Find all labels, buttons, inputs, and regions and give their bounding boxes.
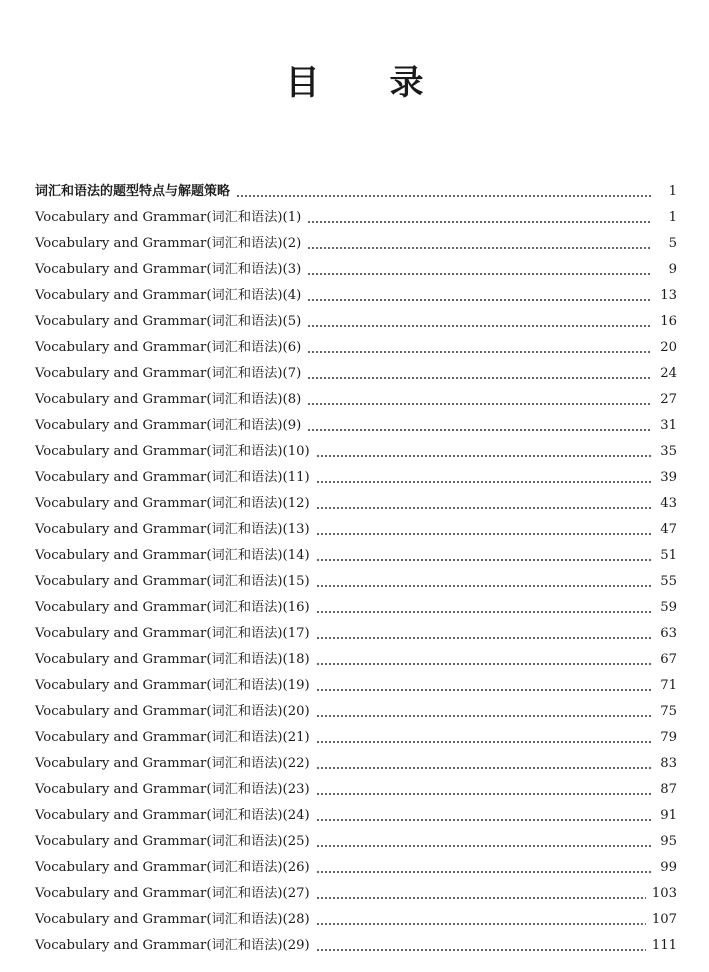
toc-section-heading[interactable]	[35, 175, 677, 201]
dot-leader	[307, 247, 651, 249]
toc-entry-page-number: 103	[651, 886, 677, 901]
toc-entry[interactable]	[35, 669, 677, 695]
toc-entry-page-number: 75	[660, 704, 677, 719]
toc-entry-label: Vocabulary and Grammar(词汇和语法)(28)	[35, 912, 310, 927]
toc-entry[interactable]	[35, 487, 677, 513]
dot-leader	[307, 429, 651, 431]
toc-entry-label: Vocabulary and Grammar(词汇和语法)(3)	[35, 262, 302, 277]
toc-entry[interactable]	[35, 539, 677, 565]
dot-leader	[316, 611, 651, 613]
toc-entry[interactable]	[35, 617, 677, 643]
toc-entry[interactable]	[35, 929, 677, 955]
toc-entry-page-number: 1	[668, 184, 677, 199]
toc-entry-label: Vocabulary and Grammar(词汇和语法)(26)	[35, 860, 310, 875]
toc-entry-label: Vocabulary and Grammar(词汇和语法)(19)	[35, 678, 310, 693]
dot-leader	[316, 819, 651, 821]
toc-entry-label: 词汇和语法的题型特点与解题策略	[35, 184, 231, 199]
dot-leader	[307, 351, 651, 353]
toc-entry-label: Vocabulary and Grammar(词汇和语法)(18)	[35, 652, 310, 667]
dot-leader	[316, 897, 646, 899]
toc-entry-page-number: 67	[660, 652, 677, 667]
toc-entry[interactable]	[35, 695, 677, 721]
toc-entry-label: Vocabulary and Grammar(词汇和语法)(17)	[35, 626, 310, 641]
toc-entry-label: Vocabulary and Grammar(词汇和语法)(22)	[35, 756, 310, 771]
title-char-1: 目	[285, 63, 320, 103]
toc-entry-label: Vocabulary and Grammar(词汇和语法)(5)	[35, 314, 302, 329]
toc-entry-label: Vocabulary and Grammar(词汇和语法)(15)	[35, 574, 310, 589]
toc-entry-label: Vocabulary and Grammar(词汇和语法)(7)	[35, 366, 302, 381]
toc-entry-page-number: 16	[660, 314, 677, 329]
dot-leader	[316, 663, 651, 665]
toc-entry[interactable]	[35, 903, 677, 929]
toc-entry-page-number: 107	[651, 912, 677, 927]
toc-entry-page-number: 13	[660, 288, 677, 303]
dot-leader	[236, 195, 651, 197]
toc-entry-page-number: 39	[660, 470, 677, 485]
toc-entry[interactable]	[35, 825, 677, 851]
dot-leader	[316, 923, 646, 925]
toc-entry[interactable]	[35, 513, 677, 539]
toc-entry[interactable]	[35, 643, 677, 669]
toc-entry-page-number: 91	[660, 808, 677, 823]
dot-leader	[316, 689, 651, 691]
toc-entry[interactable]	[35, 383, 677, 409]
toc-entry[interactable]	[35, 591, 677, 617]
toc-entry-label: Vocabulary and Grammar(词汇和语法)(24)	[35, 808, 310, 823]
toc-entry-label: Vocabulary and Grammar(词汇和语法)(12)	[35, 496, 310, 511]
toc-entry-label: Vocabulary and Grammar(词汇和语法)(25)	[35, 834, 310, 849]
dot-leader	[307, 299, 651, 301]
toc-entry-page-number: 83	[660, 756, 677, 771]
toc-entry-label: Vocabulary and Grammar(词汇和语法)(16)	[35, 600, 310, 615]
toc-entry-label: Vocabulary and Grammar(词汇和语法)(14)	[35, 548, 310, 563]
toc-entry[interactable]	[35, 201, 677, 227]
toc-entry[interactable]	[35, 305, 677, 331]
toc-entry[interactable]	[35, 331, 677, 357]
toc-entry-label: Vocabulary and Grammar(词汇和语法)(11)	[35, 470, 310, 485]
toc-entry-page-number: 43	[660, 496, 677, 511]
toc-entry-label: Vocabulary and Grammar(词汇和语法)(23)	[35, 782, 310, 797]
dot-leader	[316, 637, 651, 639]
dot-leader	[316, 715, 651, 717]
toc-entry-page-number: 20	[660, 340, 677, 355]
dot-leader	[307, 325, 651, 327]
toc-entry-page-number: 35	[660, 444, 677, 459]
toc-entry-page-number: 71	[660, 678, 677, 693]
dot-leader	[316, 845, 651, 847]
toc-entry[interactable]	[35, 253, 677, 279]
toc-entry-label: Vocabulary and Grammar(词汇和语法)(20)	[35, 704, 310, 719]
dot-leader	[307, 273, 651, 275]
toc-entry-label: Vocabulary and Grammar(词汇和语法)(4)	[35, 288, 302, 303]
toc-entry[interactable]	[35, 747, 677, 773]
page-title	[0, 58, 709, 108]
dot-leader	[316, 559, 651, 561]
dot-leader	[307, 403, 651, 405]
toc-entry-page-number: 111	[651, 938, 677, 953]
toc-entry-label: Vocabulary and Grammar(词汇和语法)(9)	[35, 418, 302, 433]
dot-leader	[316, 871, 651, 873]
toc-entry-label: Vocabulary and Grammar(词汇和语法)(6)	[35, 340, 302, 355]
toc-entry-page-number: 51	[660, 548, 677, 563]
toc-entry-page-number: 79	[660, 730, 677, 745]
toc-entry[interactable]	[35, 851, 677, 877]
dot-leader	[316, 741, 651, 743]
toc-entry-label: Vocabulary and Grammar(词汇和语法)(10)	[35, 444, 310, 459]
dot-leader	[316, 949, 646, 951]
toc-entry-label: Vocabulary and Grammar(词汇和语法)(13)	[35, 522, 310, 537]
dot-leader	[316, 481, 651, 483]
dot-leader	[316, 533, 651, 535]
table-of-contents	[35, 175, 677, 955]
toc-entry-page-number: 5	[668, 236, 677, 251]
dot-leader	[307, 221, 651, 223]
toc-entry[interactable]	[35, 227, 677, 253]
toc-entry-label: Vocabulary and Grammar(词汇和语法)(2)	[35, 236, 302, 251]
toc-entry-page-number: 9	[668, 262, 677, 277]
toc-entry-page-number: 99	[660, 860, 677, 875]
toc-entry-page-number: 59	[660, 600, 677, 615]
toc-entry[interactable]	[35, 435, 677, 461]
toc-entry-label: Vocabulary and Grammar(词汇和语法)(29)	[35, 938, 310, 953]
toc-entry-page-number: 55	[660, 574, 677, 589]
toc-entry-page-number: 63	[660, 626, 677, 641]
toc-entry[interactable]	[35, 773, 677, 799]
toc-entry[interactable]	[35, 461, 677, 487]
dot-leader	[316, 455, 651, 457]
toc-entry[interactable]	[35, 357, 677, 383]
toc-entry-label: Vocabulary and Grammar(词汇和语法)(8)	[35, 392, 302, 407]
title-char-2: 录	[389, 63, 424, 103]
toc-entry[interactable]	[35, 877, 677, 903]
toc-entry[interactable]	[35, 799, 677, 825]
toc-entry-label: Vocabulary and Grammar(词汇和语法)(27)	[35, 886, 310, 901]
toc-entry[interactable]	[35, 409, 677, 435]
dot-leader	[307, 377, 651, 379]
toc-entry-label: Vocabulary and Grammar(词汇和语法)(21)	[35, 730, 310, 745]
toc-entry-page-number: 24	[660, 366, 677, 381]
toc-entry-label: Vocabulary and Grammar(词汇和语法)(1)	[35, 210, 302, 225]
dot-leader	[316, 585, 651, 587]
toc-entry-page-number: 87	[660, 782, 677, 797]
dot-leader	[316, 793, 651, 795]
dot-leader	[316, 767, 651, 769]
toc-entry-page-number: 47	[660, 522, 677, 537]
toc-entry-page-number: 1	[668, 210, 677, 225]
toc-entry[interactable]	[35, 279, 677, 305]
toc-entry-page-number: 27	[660, 392, 677, 407]
toc-entry-page-number: 95	[660, 834, 677, 849]
toc-entry[interactable]	[35, 565, 677, 591]
toc-entry-page-number: 31	[660, 418, 677, 433]
toc-entry[interactable]	[35, 721, 677, 747]
dot-leader	[316, 507, 651, 509]
